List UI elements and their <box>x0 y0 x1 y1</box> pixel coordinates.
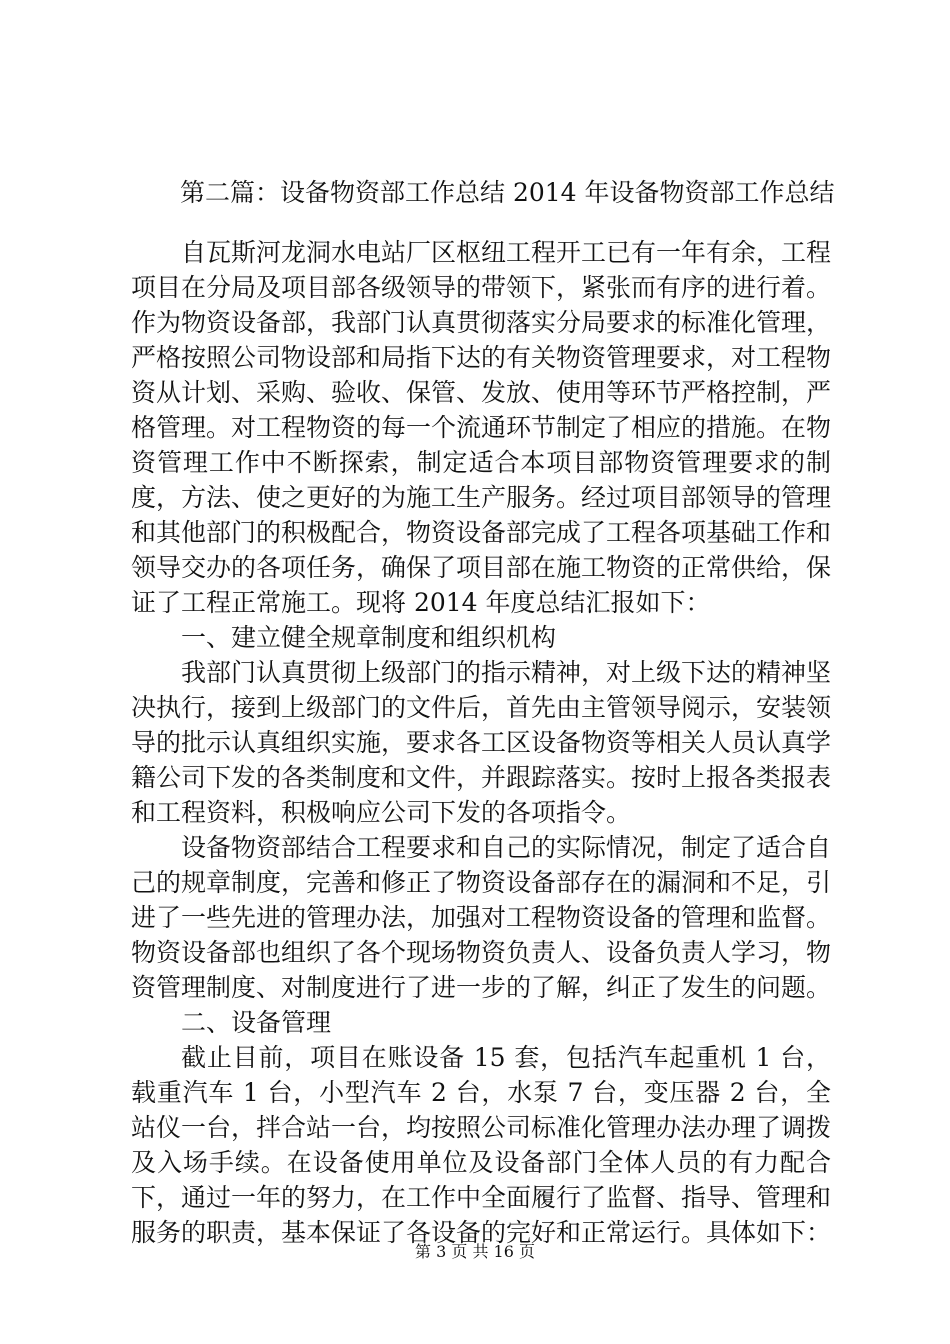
section-1-paragraph-1: 我部门认真贯彻上级部门的指示精神，对上级下达的精神坚决执行，接到上级部门的文件后，首先由主管领导阅示，安装领导的批示认真组织实施，要求各工区设备物资等相关人员认真学籍公司下发的各类制度和文件，并跟踪落实。按时上报各类报表和工程资料，积极响应公司下发的各项指令。 <box>131 658 832 827</box>
page-footer: 第 3 页 共 16 页 <box>415 1242 535 1261</box>
section-heading-1: 一、建立健全规章制度和组织机构 <box>181 623 557 652</box>
section-heading-2: 二、设备管理 <box>181 1008 332 1037</box>
document-title: 第二篇：设备物资部工作总结 2014 年设备物资部工作总结 <box>180 178 835 207</box>
intro-paragraph: 自瓦斯河龙洞水电站厂区枢纽工程开工已有一年有余，工程项目在分局及项目部各级领导的带领下，紧张而有序的进行着。作为物资设备部，我部门认真贯彻落实分局要求的标准化管理，严格按照公司物设部和局指下达的有关物资管理要求，对工程物资从计划、采购、验收、保管、发放、使用等环节严格控制，严格管理。对工程物资的每一个流通环节制定了相应的措施。在物资管理工作中不断探索，制定适合本项目部物资管理要求的制度，方法、使之更好的为施工生产服务。经过项目部领导的管理和其他部门的积极配合，物资设备部完成了工程各项基础工作和领导交办的各项任务，确保了项目部在施工物资的正常供给，保证了工程正常施工。现将 2014 年度总结汇报如下： <box>131 238 832 617</box>
section-1-paragraph-2: 设备物资部结合工程要求和自己的实际情况，制定了适合自己的规章制度，完善和修正了物资设备部存在的漏洞和不足，引进了一些先进的管理办法，加强对工程物资设备的管理和监督。物资设备部也组织了各个现场物资负责人、设备负责人学习，物资管理制度、对制度进行了进一步的了解，纠正了发生的问题。 <box>131 833 832 1002</box>
section-2-paragraph-1: 截止目前，项目在账设备 15 套，包括汽车起重机 1 台，载重汽车 1 台，小型汽车 2 台，水泵 7 台，变压器 2 台，全站仪一台，拌合站一台，均按照公司标准化管理办法办理了调拨及入场手续。在设备使用单位及设备部门全体人员的有力配合下，通过一年的努力，在工作中全面履行了监督、指导、管理和服务的职责，基本保证了各设备的完好和正常运行。具体如下： <box>131 1043 832 1247</box>
document-body <box>131 235 831 1250</box>
